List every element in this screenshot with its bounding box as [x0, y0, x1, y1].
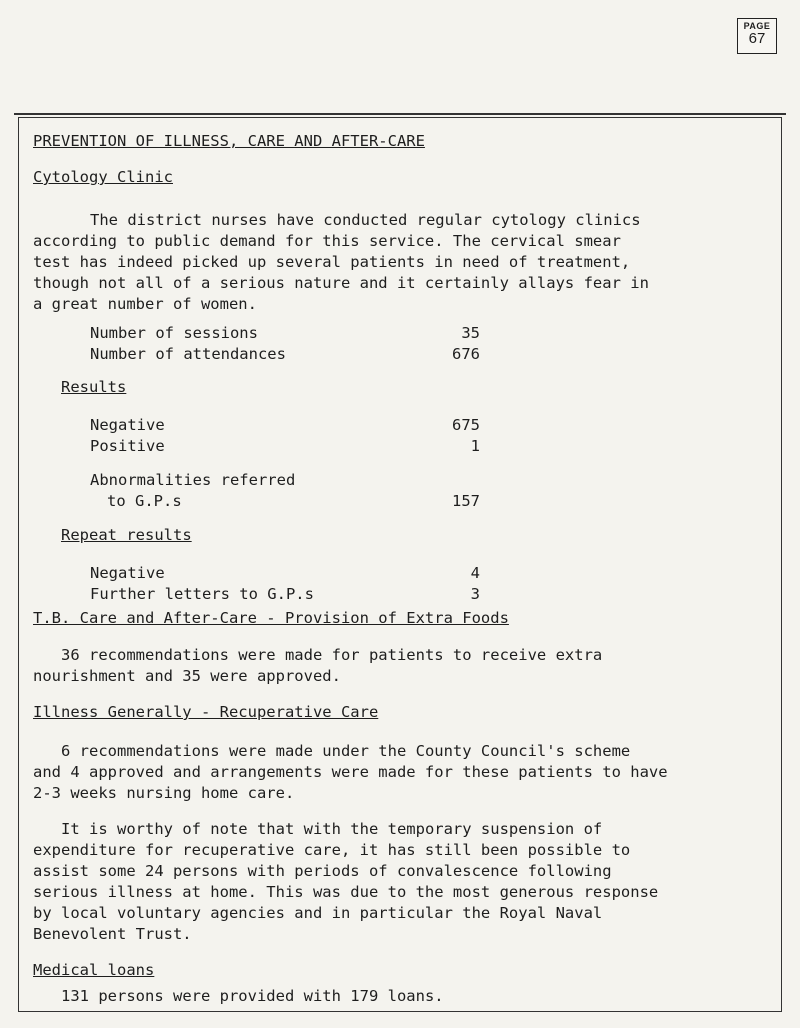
illness-para2-line: serious illness at home. This was due to the most generous response: [33, 883, 659, 901]
attendances-value: 676: [452, 345, 480, 363]
cytology-para-line: a great number of women.: [33, 295, 257, 313]
page-label: PAGE: [743, 21, 771, 31]
page-number-box: [737, 18, 777, 54]
cytology-para-line: The district nurses have conducted regular cytology clinics: [90, 211, 641, 229]
repeat-negative-value: 4: [470, 564, 480, 582]
repeat-negative-label: Negative: [90, 564, 165, 582]
cytology-para-line: though not all of a serious nature and it certainly allays fear in: [33, 274, 649, 292]
cytology-para-line: according to public demand for this service. The cervical smear: [33, 232, 621, 250]
loans-title: Medical loans: [33, 961, 155, 979]
positive-label: Positive: [90, 437, 165, 455]
illness-para2-line: Benevolent Trust.: [33, 925, 192, 943]
results-title: Results: [61, 378, 127, 396]
illness-para2-line: by local voluntary agencies and in particular the Royal Naval: [33, 904, 603, 922]
illness-para1-line: 6 recommendations were made under the County Council's scheme: [61, 742, 631, 760]
illness-para1-line: and 4 approved and arrangements were made for these patients to have: [33, 763, 668, 781]
further-letters-label: Further letters to G.P.s: [90, 585, 314, 603]
section-heading: PREVENTION OF ILLNESS, CARE AND AFTER-CARE: [33, 132, 425, 150]
top-rule: [14, 113, 786, 115]
positive-value: 1: [470, 437, 480, 455]
repeat-results-title: Repeat results: [61, 526, 192, 544]
abnormal-value: 157: [452, 492, 480, 510]
abnormal-label: Abnormalities referred: [90, 471, 296, 489]
tb-title: T.B. Care and After-Care - Provision of Extra Foods: [33, 609, 509, 627]
illness-para2-line: assist some 24 persons with periods of convalescence following: [33, 862, 612, 880]
negative-value: 675: [452, 416, 480, 434]
abnormal-label-cont: to G.P.s: [107, 492, 182, 510]
illness-para2-line: It is worthy of note that with the temporary suspension of: [61, 820, 603, 838]
attendances-label: Number of attendances: [90, 345, 286, 363]
page-number: 67: [748, 30, 766, 47]
tb-para-line: 36 recommendations were made for patients to receive extra: [61, 646, 603, 664]
negative-label: Negative: [90, 416, 165, 434]
loans-text: 131 persons were provided with 179 loans.: [61, 987, 444, 1005]
cytology-para-line: test has indeed picked up several patients in need of treatment,: [33, 253, 631, 271]
cytology-title: Cytology Clinic: [33, 168, 173, 186]
sessions-value: 35: [461, 324, 480, 342]
further-letters-value: 3: [470, 585, 480, 603]
illness-para2-line: expenditure for recuperative care, it has still been possible to: [33, 841, 631, 859]
tb-para-line: nourishment and 35 were approved.: [33, 667, 341, 685]
illness-para1-line: 2-3 weeks nursing home care.: [33, 784, 295, 802]
illness-title: Illness Generally - Recuperative Care: [33, 703, 379, 721]
sessions-label: Number of sessions: [90, 324, 258, 342]
